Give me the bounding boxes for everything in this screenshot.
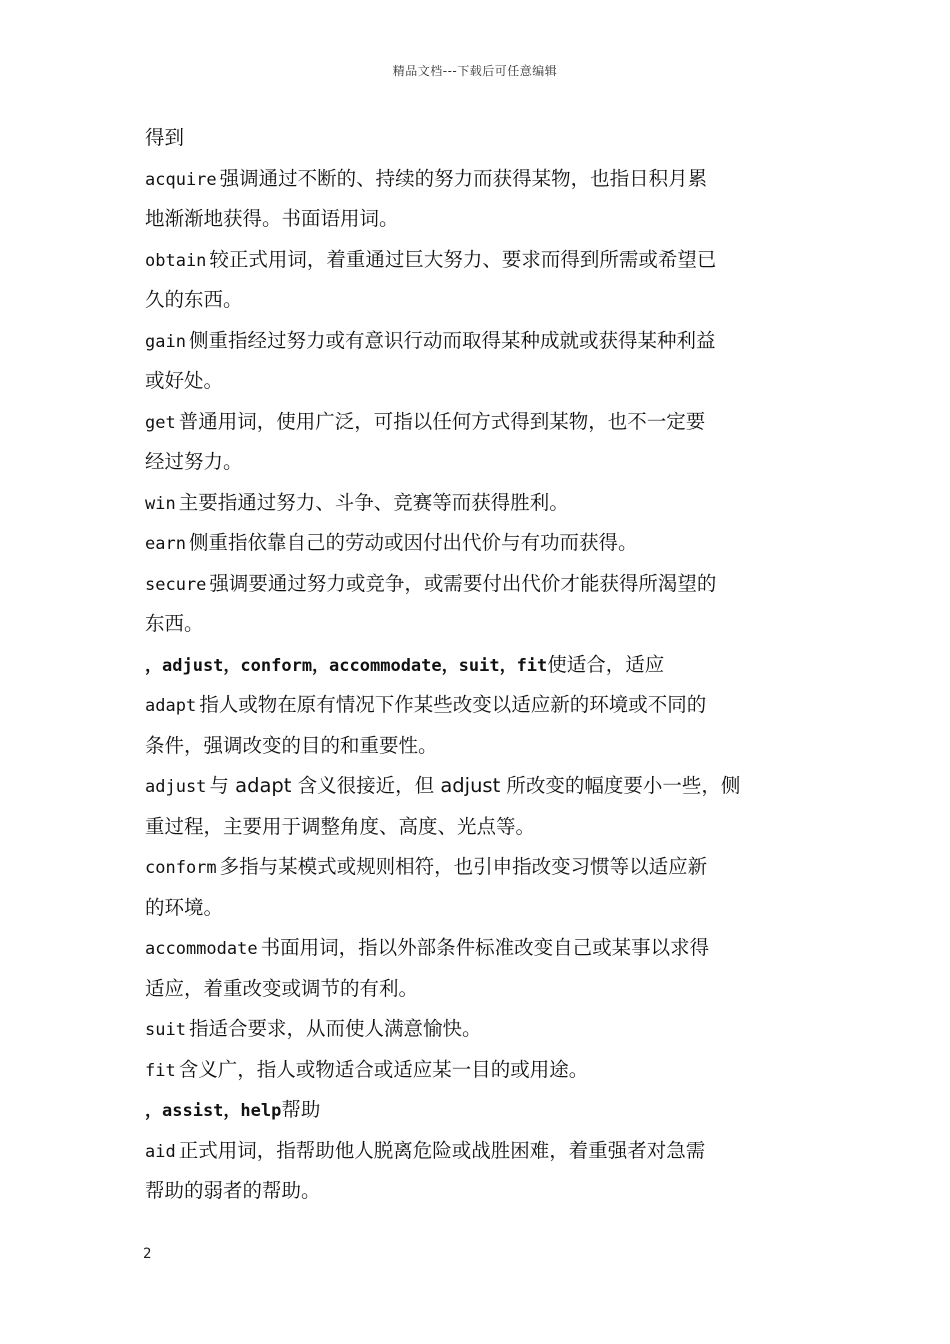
definition-text: 较正式用词，着重通过巨大努力、要求而得到所需或希望已	[209, 247, 717, 271]
text-line	[145, 1050, 810, 1091]
text-line	[145, 726, 810, 767]
definition-text: 强调要通过努力或竞争，或需要付出代价才能获得所渴望的	[209, 571, 717, 595]
document-body	[145, 118, 810, 1212]
definition-text: 的环境。	[145, 895, 224, 919]
page-header: 精品文档---下载后可任意编辑	[392, 64, 558, 78]
text-line	[145, 442, 810, 483]
text-line	[145, 564, 810, 605]
term-word: obtain	[145, 250, 207, 271]
term-word: win	[145, 493, 176, 514]
definition-text: 使适合，适应	[547, 652, 665, 676]
text-line	[145, 969, 810, 1010]
text-line	[145, 645, 810, 686]
text-line	[145, 483, 810, 524]
text-line	[145, 118, 810, 159]
definition-text: 指人或物在原有情况下作某些改变以适应新的环境或不同的	[199, 693, 707, 716]
text-line	[145, 361, 810, 402]
text-line	[145, 807, 810, 848]
definition-text: 正式用词，指帮助他人脱离危险或战胜困难，着重强者对急需	[178, 1138, 706, 1162]
text-line	[145, 928, 810, 969]
definition-text: 含义广，指人或物适合或适应某一目的或用途。	[178, 1057, 589, 1081]
term-word: adapt	[145, 696, 197, 716]
definition-text: 多指与某模式或规则相符，也引申指改变习惯等以适应新	[219, 855, 708, 878]
synonym-group-heading: ，adjust，conform，accommodate，suit，fit	[145, 655, 548, 676]
text-line	[145, 1131, 810, 1172]
term-word: accommodate	[145, 939, 258, 959]
text-line	[145, 1090, 810, 1131]
definition-text: 侧重指经过努力或有意识行动而取得某种成就或获得某种利益	[188, 328, 716, 352]
text-line	[145, 1009, 810, 1050]
synonym-group-heading: ，assist，help	[145, 1101, 282, 1121]
definition-text: 东西。	[145, 612, 204, 635]
term-word: earn	[145, 534, 186, 554]
term-word: suit	[145, 1020, 186, 1040]
definition-text: 或好处。	[145, 369, 224, 392]
text-line	[145, 523, 810, 564]
text-line	[145, 766, 810, 807]
definition-text: 与 adapt 含义很接近，但 adjust 所改变的幅度要小一些，侧	[209, 774, 741, 797]
definition-text: 侧重指依靠自己的劳动或因付出代价与有功而获得。	[188, 531, 638, 554]
definition-text: 普通用词，使用广泛，可指以任何方式得到某物，也不一定要	[178, 409, 706, 433]
text-line	[145, 847, 810, 888]
text-line	[145, 159, 810, 200]
definition-text: 适应，着重改变或调节的有利。	[145, 976, 419, 1000]
definition-text: 主要指通过努力、斗争、竞赛等而获得胜利。	[178, 490, 569, 514]
definition-text: 帮助	[281, 1098, 321, 1121]
definition-text: 得到	[145, 126, 185, 149]
term-word: acquire	[145, 169, 217, 190]
text-line	[145, 604, 810, 645]
text-line	[145, 888, 810, 929]
definition-text: 强调通过不断的、持续的努力而获得某物，也指日积月累	[219, 166, 708, 190]
term-word: aid	[145, 1141, 176, 1162]
text-line	[145, 321, 810, 362]
text-line	[145, 685, 810, 726]
text-line	[145, 240, 810, 281]
text-line	[145, 199, 810, 240]
definition-text: 帮助的弱者的帮助。	[145, 1179, 321, 1202]
term-word: get	[145, 412, 176, 433]
text-line	[145, 402, 810, 443]
text-line	[145, 1171, 810, 1212]
definition-text: 经过努力。	[145, 450, 243, 473]
term-word: fit	[145, 1060, 176, 1081]
term-word: secure	[145, 574, 207, 595]
page-number: 2	[143, 1246, 152, 1262]
definition-text: 条件，强调改变的目的和重要性。	[145, 733, 438, 757]
definition-text: 重过程，主要用于调整角度、高度、光点等。	[145, 814, 536, 838]
term-word: adjust	[145, 777, 207, 797]
term-word: conform	[145, 858, 217, 878]
definition-text: 书面用词，指以外部条件标准改变自己或某事以求得	[260, 936, 710, 959]
text-line	[145, 280, 810, 321]
definition-text: 指适合要求，从而使人满意愉快。	[188, 1017, 482, 1040]
term-word: gain	[145, 331, 186, 352]
definition-text: 久的东西。	[145, 288, 243, 311]
definition-text: 地渐渐地获得。书面语用词。	[145, 207, 399, 230]
